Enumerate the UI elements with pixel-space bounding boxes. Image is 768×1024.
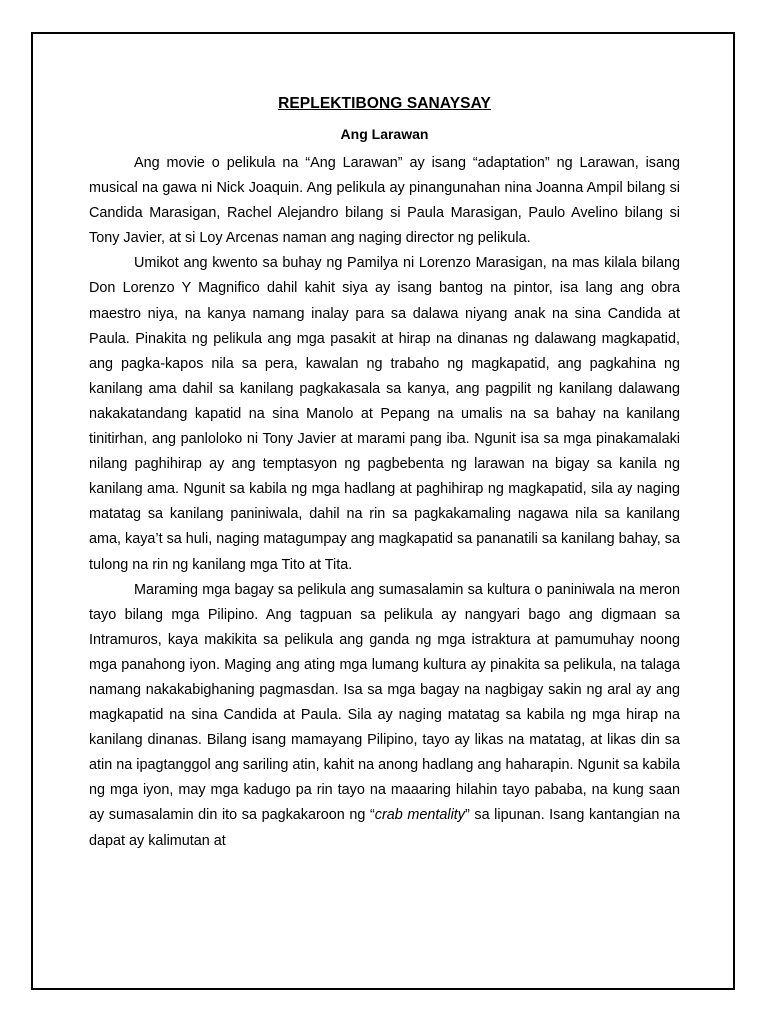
last-line-after: ” sa lipunan. Isang kantangian na dapat ay kalimutan at bbox=[89, 807, 680, 849]
paragraph-3 bbox=[89, 578, 680, 854]
paragraph-1: Ang movie o pelikula na “Ang Larawan” ay isang “adaptation” ng Larawan, isang musical na gawa ni Nick Joaquin. Ang pelikula ay pinangunahan nina Joanna Ampil bilang si Candida Marasigan, Rachel Alejandro bilang si Paula Marasigan, Paulo Avelino bilang si Tony Javier, at si Loy Arcenas naman ang naging director ng pelikula. bbox=[89, 155, 680, 247]
paragraph-2: Umikot ang kwento sa buhay ng Pamilya ni Lorenzo Marasigan, na mas kilala bilang Don Lorenzo Y Magnifico dahil kahit siya ay isang bantog na pintor, isa lang ang obra maestro niya, na kanya namang inalay para sa dalawa niyang anak na sina Candida at Paula. Pinakita ng pelikula ang mga pasakit at hirap na dinanas ng dalawang magkapatid, ang pagka-kapos nila sa pera, kawalan ng trabaho ng magkapatid, ang pagkahina ng kanilang ama dahil sa kanilang pagkakasala sa kanya, ang pagpilit ng kanilang dalawang nakakatandang kapatid na sina Manolo at Pepang na umalis na sa bahay na kanilang tinitirhan, ang panloloko ni Tony Javier at marami pang iba. Ngunit isa sa mga pinakamalaki nilang paghihirap ay ang temptasyon ng pagbebenta ng larawan na bigay sa kanila ng kanilang ama. Ngunit sa kabila ng mga hadlang at paghihirap ng magkapatid, sila ay naging matatag sa kanilang paniniwala, dahil na rin sa pagkakamaling nagawa nila sa kanilang ama, kaya’t sa huli, naging matagumpay ang magkapatid sa pananatili sa kanilang bahay, sa tulong na rin ng kanilang mga Tito at Tita. bbox=[89, 255, 680, 573]
paragraph-3-text: Maraming mga bagay sa pelikula ang sumasalamin sa kultura o paniniwala na meron tayo bilang mga Pilipino. Ang tagpuan sa pelikula ay nangyari bago ang digmaan sa Intramuros, kaya makikita sa pelikula ang ganda ng mga istraktura at pamumuhay noong mga panahong iyon. Maging ang ating mga lumang kultura ay pinakita sa pelikula, na talaga namang nakakabighaning pagmasdan. Isa sa mga bagay na nagbigay sakin ng aral ay ang magkapatid na sina Candida at Paula. Sila ay naging matatag sa kabila ng mga hirap na kanilang dinanas. Bilang isang mamayang Pilipino, tayo ay likas na matatag, at likas din sa atin na ipagtanggol ang sariling atin, kahit na anong hadlang ang haharapin. Ngunit sa kabila ng mga iyon, may mga kadugo pa rin tayo na maaaring hilahin tayo pababa, na kung saan ay sumasalamin din ito sa bbox=[89, 581, 680, 824]
document-subtitle: Ang Larawan bbox=[340, 126, 429, 142]
crab-mentality-emphasis: crab mentality bbox=[374, 807, 465, 824]
last-line-before: pagkakaroon ng “ bbox=[261, 807, 375, 824]
document-body bbox=[89, 93, 680, 854]
document-title: REPLEKTIBONG SANAYSAY bbox=[278, 95, 491, 112]
